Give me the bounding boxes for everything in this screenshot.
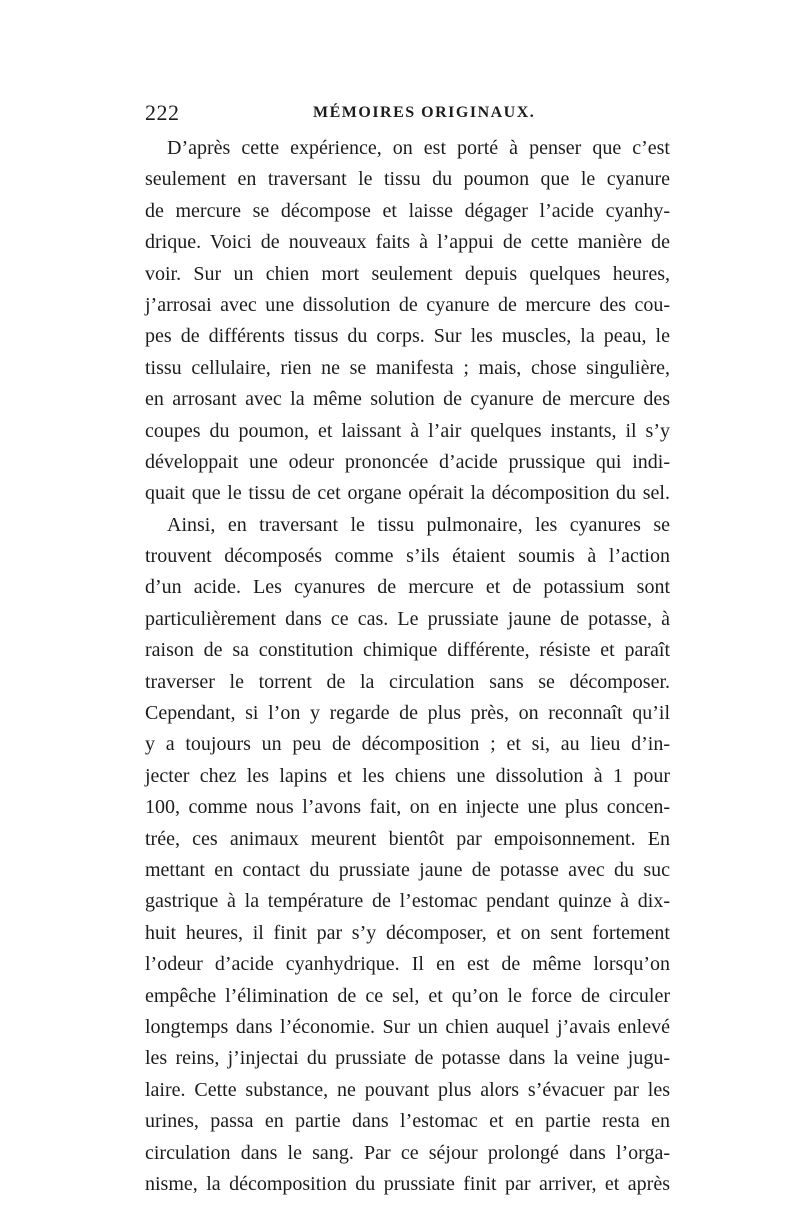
text-line: j’arrosai avec une dissolution de cyanure de mercure des cou-: [145, 293, 670, 316]
text-line: huit heures, il finit par s’y décomposer, et on sent fortement: [145, 921, 670, 944]
text-line: raison de sa constitution chimique différente, résiste et paraît: [145, 639, 670, 662]
text-line: voir. Sur un chien mort seulement depuis quelques heures,: [145, 262, 670, 285]
text-line: l’odeur d’acide cyanhydrique. Il en est de même lorsqu’on: [145, 953, 670, 976]
text-line: drique. Voici de nouveaux faits à l’appui de cette manière de: [145, 231, 670, 254]
text-line: seulement en traversant le tissu du poumon que le cyanure: [145, 168, 670, 191]
text-line: D’après cette expérience, on est porté à penser que c’est: [167, 137, 670, 159]
text-line: Ainsi, en traversant le tissu pulmonaire, les cyanures se: [167, 513, 670, 536]
page-header: [145, 100, 670, 130]
text-line: en arrosant avec la même solution de cyanure de mercure des: [145, 388, 670, 411]
body-text: [145, 133, 670, 1200]
page-number: 222: [145, 100, 180, 125]
text-line: urines, passa en partie dans l’estomac et en partie resta en: [145, 1110, 670, 1133]
text-line: coupes du poumon, et laissant à l’air quelques instants, il s’y: [145, 419, 670, 442]
text-line: trée, ces animaux meurent bientôt par empoisonnement. En: [145, 827, 670, 850]
text-line: particulièrement dans ce cas. Le prussiate jaune de potasse, à: [145, 607, 670, 630]
running-title: MÉMOIRES ORIGINAUX.: [313, 104, 536, 121]
text-line: quait que le tissu de cet organe opérait la décomposition du sel.: [145, 482, 670, 505]
text-line: laire. Cette substance, ne pouvant plus alors s’évacuer par les: [145, 1078, 670, 1101]
text-line: pes de différents tissus du corps. Sur les muscles, la peau, le: [145, 325, 670, 348]
text-line: 100, comme nous l’avons fait, on en injecte une plus concen-: [145, 796, 670, 819]
text-line: circulation dans le sang. Par ce séjour prolongé dans l’orga-: [145, 1141, 670, 1164]
text-line: longtemps dans l’économie. Sur un chien auquel j’avais enlevé: [145, 1015, 670, 1038]
text-line: y a toujours un peu de décomposition ; et si, au lieu d’in-: [145, 733, 670, 756]
text-line: d’un acide. Les cyanures de mercure et de potassium sont: [145, 576, 670, 599]
text-line: de mercure se décompose et laisse dégager l’acide cyanhy-: [145, 199, 670, 222]
text-line: traverser le torrent de la circulation sans se décomposer.: [145, 670, 670, 693]
text-line: développait une odeur prononcée d’acide prussique qui indi-: [145, 450, 670, 473]
text-line: nisme, la décomposition du prussiate finit par arriver, et après: [145, 1172, 670, 1195]
text-line: Cependant, si l’on y regarde de plus près, on reconnaît qu’il: [145, 702, 670, 725]
text-line: les reins, j’injectai du prussiate de potasse dans la veine jugu-: [145, 1047, 670, 1070]
text-line: trouvent décomposés comme s’ils étaient soumis à l’action: [145, 545, 670, 568]
text-line: mettant en contact du prussiate jaune de potasse avec du suc: [145, 858, 670, 881]
text-line: empêche l’élimination de ce sel, et qu’on le force de circuler: [145, 984, 670, 1007]
text-line: gastrique à la température de l’estomac pendant quinze à dix-: [145, 890, 670, 913]
text-line: tissu cellulaire, rien ne se manifesta ; mais, chose singulière,: [145, 356, 670, 379]
text-line: jecter chez les lapins et les chiens une dissolution à 1 pour: [145, 764, 670, 787]
